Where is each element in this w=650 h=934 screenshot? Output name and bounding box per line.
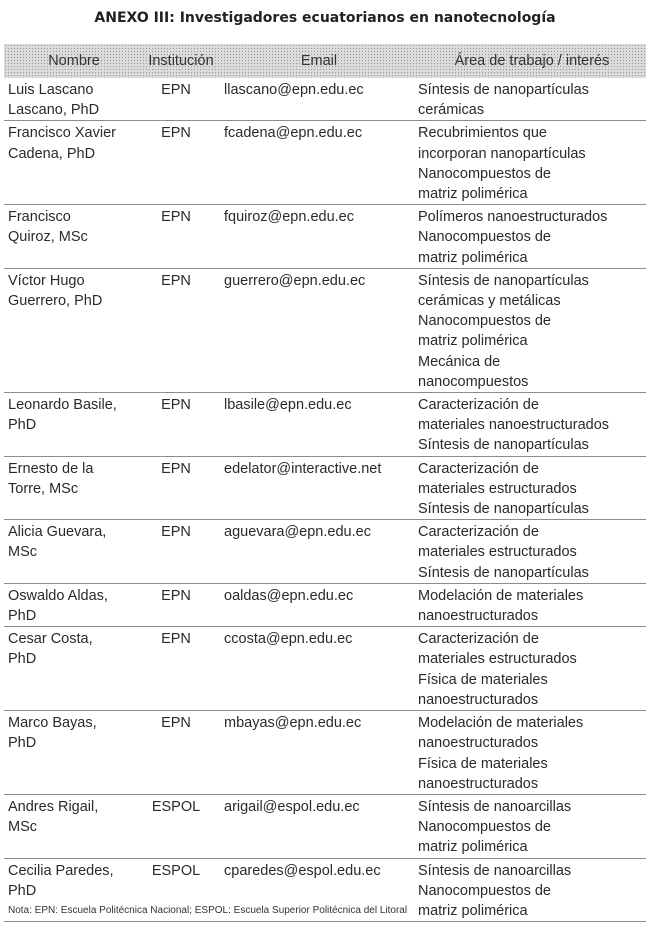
- nombre-line: Francisco Xavier: [8, 125, 116, 142]
- cell-area: [418, 861, 646, 922]
- area-line: Física de materiales: [418, 755, 548, 772]
- page-title: ANEXO III: Investigadores ecuatorianos en nanotecnología: [94, 10, 556, 26]
- cell-area: [418, 80, 646, 120]
- cell-institucion: EPN: [161, 631, 191, 648]
- area-line: Física de materiales: [418, 671, 548, 688]
- cell-area: [418, 586, 646, 626]
- cell-nombre: [4, 271, 142, 392]
- area-line: Modelación de materiales: [418, 587, 584, 604]
- nombre-line: Alicia Guevara,: [8, 524, 107, 541]
- nombre-line: Francisco: [8, 209, 71, 226]
- area-line: Síntesis de nanopartículas: [418, 501, 589, 518]
- table-row: [4, 78, 646, 121]
- area-line: Modelación de materiales: [418, 715, 584, 732]
- cell-institucion: ESPOL: [151, 798, 201, 815]
- nombre-line: Cecilia Paredes,: [8, 862, 114, 879]
- cell-email: edelator@interactive.net: [224, 460, 382, 477]
- nombre-line: Quiroz, MSc: [8, 229, 88, 246]
- cell-email: fcadena@epn.edu.ec: [224, 125, 363, 142]
- area-line: cerámicas: [418, 102, 485, 119]
- nombre-line: Cesar Costa,: [8, 631, 93, 648]
- nombre-line: Torre, MSc: [8, 480, 79, 497]
- nombre-line: Guerrero, PhD: [8, 293, 103, 310]
- area-line: materiales estructurados: [418, 480, 577, 497]
- area-line: cerámicas y metálicas: [418, 293, 561, 310]
- cell-institucion: ESPOL: [151, 862, 201, 879]
- cell-institucion: EPN: [161, 82, 191, 98]
- cell-email: arigail@espol.edu.ec: [224, 798, 360, 815]
- nombre-line: PhD: [8, 735, 37, 752]
- area-line: Síntesis de nanoarcillas: [418, 862, 572, 879]
- cell-institucion: EPN: [161, 209, 191, 226]
- area-line: materiales estructurados: [418, 651, 577, 668]
- area-line: matriz polimérica: [418, 186, 528, 203]
- table-row: [4, 121, 646, 205]
- area-line: nanoestructurados: [418, 775, 539, 792]
- cell-institucion: EPN: [161, 460, 191, 477]
- cell-nombre: [4, 797, 142, 858]
- nombre-line: Cadena, PhD: [8, 145, 96, 162]
- cell-email: ccosta@epn.edu.ec: [224, 631, 353, 648]
- table-row: [4, 711, 646, 795]
- cell-area: [418, 459, 646, 520]
- cell-institucion: EPN: [161, 587, 191, 604]
- header-nombre: Nombre: [48, 53, 100, 69]
- cell-email: fquiroz@epn.edu.ec: [224, 209, 354, 226]
- area-line: nanoestructurados: [418, 735, 539, 752]
- area-line: Síntesis de nanopartículas: [418, 272, 589, 289]
- table-row: [4, 520, 646, 584]
- nombre-line: Lascano, PhD: [8, 102, 100, 119]
- area-line: Mecánica de: [418, 353, 501, 370]
- cell-email: lbasile@epn.edu.ec: [224, 397, 352, 414]
- table-header: [4, 44, 646, 78]
- cell-email: guerrero@epn.edu.ec: [224, 272, 366, 289]
- cell-area: [418, 123, 646, 204]
- area-line: nanoestructurados: [418, 691, 539, 708]
- table-body: [4, 78, 646, 922]
- nombre-line: Oswaldo Aldas,: [8, 587, 108, 604]
- nombre-line: PhD: [8, 608, 37, 625]
- area-line: nanocompuestos: [418, 373, 529, 390]
- area-line: Síntesis de nanopartículas: [418, 564, 589, 581]
- cell-area: [418, 395, 646, 456]
- cell-area: [418, 522, 646, 583]
- cell-nombre: [4, 80, 142, 120]
- area-line: Recubrimientos que: [418, 125, 547, 142]
- header-area: Área de trabajo / interés: [454, 53, 610, 69]
- cell-institucion: EPN: [161, 524, 191, 541]
- cell-email: aguevara@epn.edu.ec: [224, 524, 371, 541]
- researchers-table: [4, 44, 646, 922]
- nombre-line: Víctor Hugo: [8, 272, 85, 289]
- cell-nombre: [4, 459, 142, 520]
- area-line: Nanocompuestos de: [418, 165, 551, 182]
- cell-nombre: [4, 586, 142, 626]
- cell-institucion: EPN: [161, 125, 191, 142]
- table-row: [4, 205, 646, 269]
- area-line: Síntesis de nanopartículas: [418, 82, 589, 98]
- nombre-line: PhD: [8, 417, 37, 434]
- cell-area: [418, 713, 646, 794]
- nombre-line: MSc: [8, 544, 37, 561]
- header-email: Email: [300, 53, 338, 69]
- cell-area: [418, 271, 646, 392]
- cell-institucion: EPN: [161, 715, 191, 732]
- cell-nombre: [4, 522, 142, 583]
- cell-institucion: EPN: [161, 397, 191, 414]
- cell-nombre: [4, 713, 142, 794]
- area-line: Nanocompuestos de: [418, 882, 551, 899]
- table-row: [4, 457, 646, 521]
- table-row: [4, 269, 646, 393]
- cell-institucion: EPN: [161, 272, 191, 289]
- nombre-line: PhD: [8, 882, 37, 899]
- cell-email: llascano@epn.edu.ec: [224, 82, 364, 98]
- nombre-line: PhD: [8, 651, 37, 668]
- area-line: matriz polimérica: [418, 249, 528, 266]
- cell-area: [418, 797, 646, 858]
- cell-nombre: [4, 123, 142, 204]
- table-row: [4, 795, 646, 859]
- area-line: Síntesis de nanopartículas: [418, 437, 589, 454]
- nombre-line: Ernesto de la: [8, 460, 94, 477]
- area-line: nanoestructurados: [418, 608, 539, 625]
- area-line: matriz polimérica: [418, 333, 528, 350]
- area-line: matriz polimérica: [418, 902, 528, 919]
- area-line: Nanocompuestos de: [418, 313, 551, 330]
- cell-nombre: [4, 395, 142, 456]
- cell-email: cparedes@espol.edu.ec: [224, 862, 381, 879]
- nombre-line: Luis Lascano: [8, 82, 94, 98]
- nombre-line: MSc: [8, 819, 37, 836]
- area-line: Polímeros nanoestructurados: [418, 209, 608, 226]
- footnote: Nota: EPN: Escuela Politécnica Nacional; ESPOL: Escuela Superior Politécnica del Litoral: [8, 905, 408, 916]
- area-line: materiales nanoestructurados: [418, 417, 610, 434]
- table-row: [4, 393, 646, 457]
- nombre-line: Leonardo Basile,: [8, 397, 117, 414]
- cell-area: [418, 629, 646, 710]
- area-line: Nanocompuestos de: [418, 229, 551, 246]
- area-line: Caracterización de: [418, 524, 539, 541]
- table-row: [4, 584, 646, 627]
- area-line: materiales estructurados: [418, 544, 577, 561]
- area-line: matriz polimérica: [418, 839, 528, 856]
- cell-email: mbayas@epn.edu.ec: [224, 715, 362, 732]
- nombre-line: Andres Rigail,: [8, 798, 99, 815]
- cell-area: [418, 207, 646, 268]
- cell-nombre: [4, 629, 142, 710]
- area-line: Síntesis de nanoarcillas: [418, 798, 572, 815]
- cell-email: oaldas@epn.edu.ec: [224, 587, 354, 604]
- area-line: incorporan nanopartículas: [418, 145, 586, 162]
- header-institucion: Institución: [148, 53, 214, 69]
- area-line: Caracterización de: [418, 631, 539, 648]
- nombre-line: Marco Bayas,: [8, 715, 97, 732]
- cell-nombre: [4, 207, 142, 268]
- area-line: Caracterización de: [418, 397, 539, 414]
- area-line: Nanocompuestos de: [418, 819, 551, 836]
- area-line: Caracterización de: [418, 460, 539, 477]
- table-row: [4, 627, 646, 711]
